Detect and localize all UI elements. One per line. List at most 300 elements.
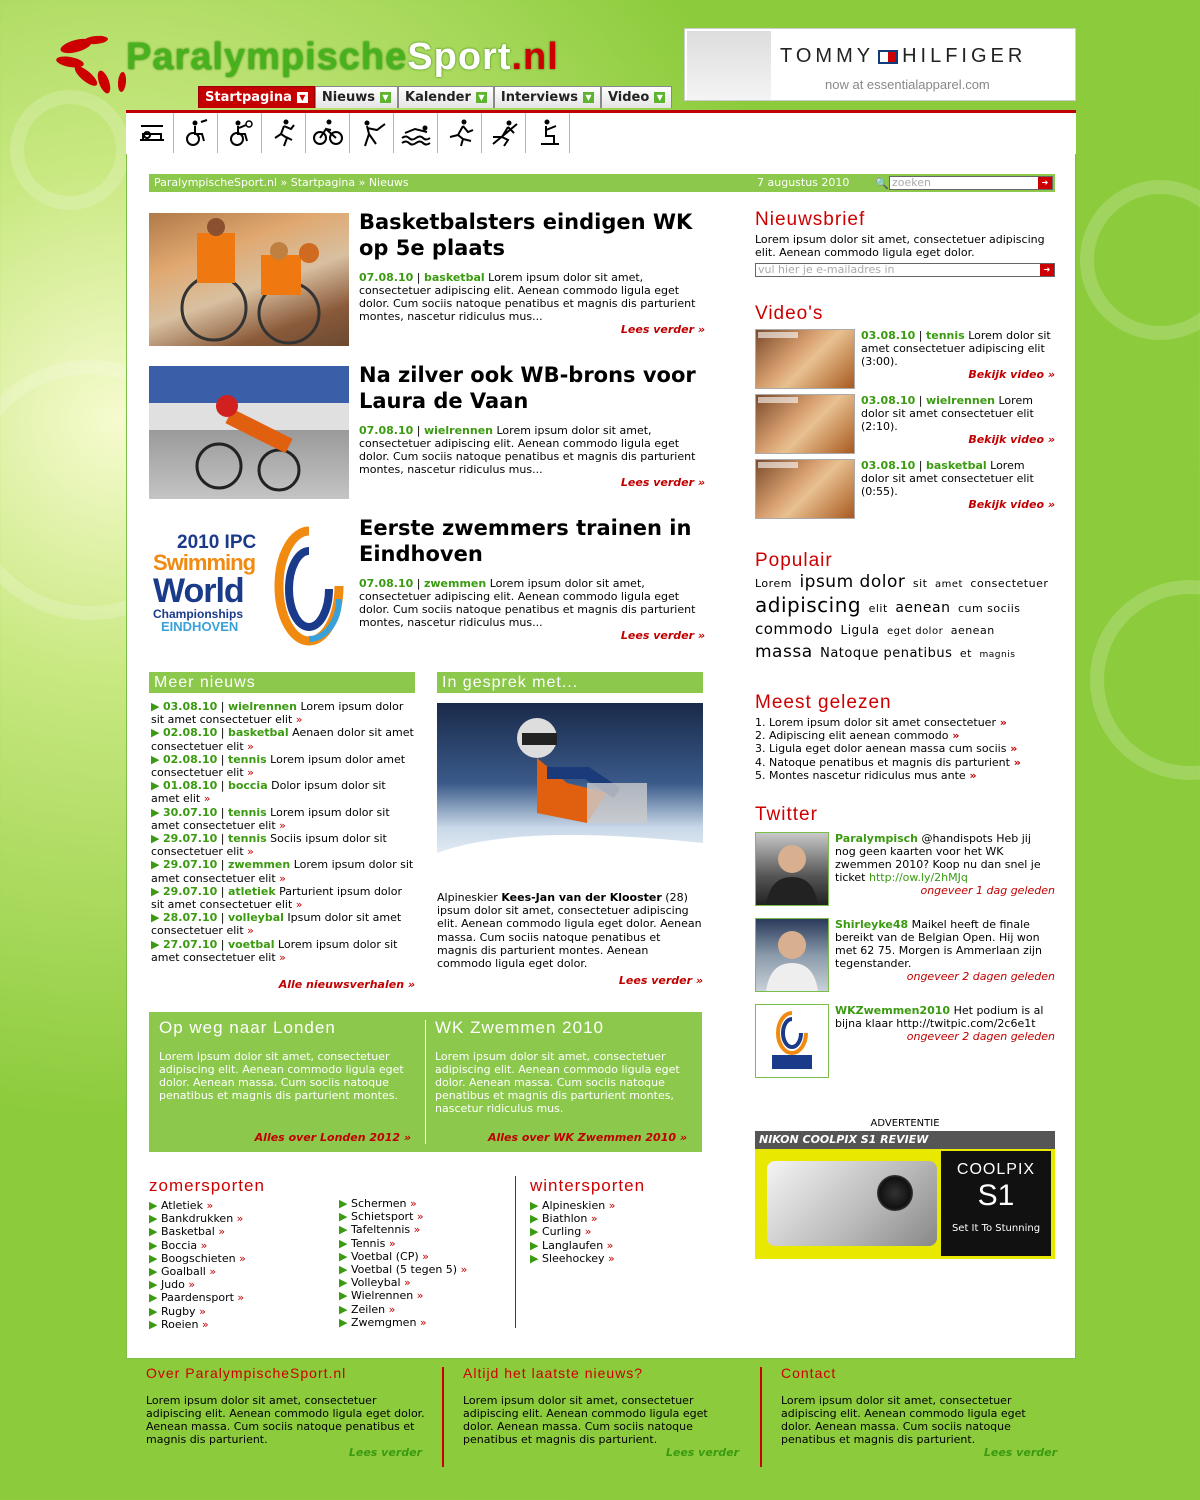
tweet-item bbox=[755, 918, 1055, 1004]
tweet-text: Paralympisch @handispots Heb jij nog geen kaarten voor het WK zwemmen 2010? Koop nu dan snel je ticket http://ow.ly/2hMJq ongeveer 1 dag geleden bbox=[835, 832, 1055, 898]
sport-list-item[interactable]: ▶ Wielrennen » bbox=[339, 1289, 424, 1303]
article-image-wielrennen[interactable] bbox=[149, 366, 349, 499]
arrow-down-icon: ▼ bbox=[297, 92, 308, 103]
sport-list-item[interactable]: ▶ Boccia » bbox=[149, 1238, 208, 1252]
newsletter-text: Lorem ipsum dolor sit amet, consectetuer adipiscing elit. Aenean commodo ligula eget dolor. bbox=[755, 233, 1045, 259]
tag-cloud bbox=[755, 572, 1055, 666]
sport-icon-bar bbox=[126, 110, 1076, 154]
footer-news bbox=[463, 1367, 739, 1459]
ad-brand: TOMMY HILFIGER bbox=[780, 45, 1027, 67]
chevron-right-icon: » bbox=[214, 1225, 226, 1239]
chevron-right-icon: » bbox=[1009, 755, 1021, 769]
play-icon bbox=[758, 462, 798, 468]
arrow-right-icon: ▶ bbox=[151, 884, 163, 898]
promo-title: Op weg naar Londen bbox=[159, 1018, 336, 1037]
interview-section bbox=[437, 672, 703, 987]
chevron-right-icon: » bbox=[195, 1304, 206, 1318]
current-date: 7 augustus 2010 bbox=[757, 176, 850, 189]
tag-link[interactable]: consectetuer bbox=[970, 577, 1049, 590]
sport-list-item[interactable]: ▶ Sleehockey » bbox=[530, 1251, 615, 1265]
chevron-right-icon: » bbox=[418, 1249, 429, 1263]
sport-list-item[interactable]: ▶ Tennis » bbox=[339, 1236, 396, 1250]
ad-product-panel bbox=[941, 1151, 1051, 1256]
article-sport-link[interactable]: wielrennen bbox=[423, 424, 493, 437]
read-more-link[interactable]: Lees verder » bbox=[618, 974, 703, 988]
promo-block bbox=[149, 1012, 702, 1152]
arrow-right-icon: ▶ bbox=[530, 1251, 542, 1265]
news-sport-link[interactable]: voetbal bbox=[227, 937, 275, 951]
chevron-right-icon: » bbox=[275, 818, 286, 832]
ad-title: NIKON COOLPIX S1 REVIEW bbox=[755, 1131, 1055, 1149]
breadcrumb-bar bbox=[149, 174, 1055, 192]
most-read-item[interactable]: 3. Ligula eget dolor aenean massa cum sociis » bbox=[755, 742, 1018, 756]
news-list bbox=[149, 700, 415, 964]
chevron-right-icon: » bbox=[233, 1212, 244, 1226]
video-thumbnail[interactable] bbox=[755, 329, 855, 389]
tag-link[interactable]: aenean bbox=[895, 600, 951, 616]
arrow-right-icon: ▶ bbox=[339, 1197, 351, 1210]
video-thumbnail[interactable] bbox=[755, 394, 855, 454]
promo-londen bbox=[149, 1012, 419, 1152]
news-sport-link[interactable]: volleybal bbox=[227, 911, 284, 925]
footer-title: Over ParalympischeSport.nl bbox=[146, 1365, 347, 1381]
video-item[interactable] bbox=[755, 329, 1055, 394]
chevron-right-icon: » bbox=[184, 1278, 196, 1292]
sport-list-item[interactable]: ▶ Alpineskien » bbox=[530, 1199, 616, 1212]
news-sport-link[interactable]: atletiek bbox=[227, 884, 276, 898]
sport-list-item[interactable]: ▶ Zeilen » bbox=[339, 1302, 396, 1316]
meer-nieuws-section bbox=[149, 672, 415, 991]
chevron-right-icon: » bbox=[243, 924, 254, 938]
tag-link[interactable]: aenean bbox=[950, 624, 995, 637]
arrow-right-icon: ▶ bbox=[339, 1302, 351, 1316]
video-thumbnail[interactable] bbox=[755, 459, 855, 519]
footer-read-more[interactable]: Lees verder bbox=[983, 1446, 1057, 1459]
newsletter-email-input[interactable]: vul hier je e-mailadres in ➜ bbox=[755, 263, 1055, 277]
sport-lists bbox=[149, 1176, 705, 1331]
arrow-right-icon: ▶ bbox=[151, 858, 163, 872]
interviewee-name[interactable]: Kees-Jan van der Klooster bbox=[501, 891, 662, 904]
roeien-icon[interactable] bbox=[482, 113, 526, 153]
arrow-right-icon: ▶ bbox=[530, 1238, 542, 1252]
tweet-item bbox=[755, 1004, 1055, 1090]
news-sport-link[interactable]: tennis bbox=[227, 752, 267, 766]
section-title: Nieuwsbrief bbox=[755, 209, 866, 230]
arrow-right-icon: ▶ bbox=[339, 1315, 351, 1329]
hardlopen-icon[interactable] bbox=[438, 113, 482, 153]
tweet-user-link[interactable]: WKZwemmen2010 bbox=[835, 1004, 951, 1018]
read-more-link[interactable]: Lees verder » bbox=[620, 476, 705, 489]
advert-label: ADVERTENTIE bbox=[870, 1118, 940, 1130]
list-title: zomersporten bbox=[149, 1176, 265, 1195]
tag-link[interactable]: adipiscing bbox=[755, 593, 862, 617]
sport-list-item[interactable]: ▶ Goalball » bbox=[149, 1265, 217, 1279]
article-title[interactable]: Eerste zwemmers trainen in Eindhoven bbox=[359, 516, 692, 566]
tag-link[interactable]: sit bbox=[912, 577, 928, 590]
logo-line: Championships bbox=[153, 607, 244, 621]
footer-title: Altijd het laatste nieuws? bbox=[463, 1365, 644, 1381]
news-list-item[interactable]: ▶ 01.08.10 | boccia Dolor ipsum dolor sit amet elit » bbox=[151, 779, 386, 806]
chevron-right-icon: » bbox=[292, 713, 303, 727]
tweet-list bbox=[755, 832, 1055, 1090]
sport-list-item[interactable]: ▶ Volleybal » bbox=[339, 1276, 411, 1290]
tag-link[interactable]: ipsum dolor bbox=[799, 572, 906, 592]
section-title: In gesprek met... bbox=[437, 672, 703, 693]
article-image-basketbal[interactable] bbox=[149, 213, 349, 346]
read-more-link[interactable]: Lees verder » bbox=[620, 323, 705, 336]
tag-link[interactable]: magnis bbox=[979, 650, 1016, 660]
most-read-list bbox=[755, 716, 1055, 782]
arrow-right-icon: ▶ bbox=[151, 911, 163, 925]
arrow-right-icon: ▶ bbox=[149, 1317, 161, 1331]
sport-list-item[interactable]: ▶ Curling » bbox=[530, 1225, 592, 1239]
tweet-link[interactable]: http://twitpic.com/2c6e1t bbox=[896, 1017, 1036, 1031]
arrow-down-icon: ▼ bbox=[380, 92, 391, 103]
arrow-right-icon: ▶ bbox=[149, 1251, 161, 1265]
tag-link[interactable]: Natoque penatibus bbox=[820, 646, 953, 661]
footer-read-more[interactable]: Lees verder bbox=[348, 1446, 422, 1459]
section-title: Twitter bbox=[755, 804, 818, 826]
chevron-right-icon: » bbox=[233, 1291, 245, 1305]
news-list-item[interactable]: ▶ 29.07.10 | tennis Sociis ipsum dolor sit consectetuer elit » bbox=[151, 832, 387, 859]
chevron-right-icon: » bbox=[235, 1251, 246, 1265]
sport-list-item[interactable]: ▶ Paardensport » bbox=[149, 1291, 245, 1305]
tag-link[interactable]: massa bbox=[755, 642, 813, 662]
tweet-text: Shirleyke48 Maikel heeft de finale bereikt van de Belgian Open. Hij won met 62 75. Morgen is Ammerlaan zijn tegenstander. ongeveer 2 dagen geleden bbox=[835, 918, 1055, 984]
sport-list-item[interactable]: ▶ Roeien » bbox=[149, 1317, 209, 1331]
chevron-right-icon: » bbox=[605, 1199, 616, 1212]
arrow-right-icon: ▶ bbox=[530, 1199, 542, 1212]
play-icon bbox=[758, 397, 798, 403]
list-title: wintersporten bbox=[530, 1176, 646, 1195]
video-sport-link[interactable]: wielrennen bbox=[925, 394, 995, 407]
sport-list-item[interactable]: ▶ Rugby » bbox=[149, 1304, 206, 1318]
footer-divider bbox=[760, 1367, 762, 1467]
chevron-right-icon: » bbox=[581, 1225, 592, 1239]
tweet-user-link[interactable]: Paralympisch bbox=[835, 832, 918, 846]
video-text: 03.08.10 | wielrennen Lorem dolor sit amet consectetuer elit (2:10). Bekijk video » bbox=[861, 394, 1055, 446]
tweet-link[interactable]: http://ow.ly/2hMJq bbox=[868, 871, 968, 885]
tag-link[interactable]: amet bbox=[934, 579, 963, 590]
chevron-right-icon: » bbox=[243, 766, 254, 780]
zwemmen-icon[interactable] bbox=[394, 113, 438, 153]
arrow-right-icon: ▶ bbox=[151, 726, 163, 740]
chevron-right-icon: » bbox=[197, 1238, 208, 1252]
article-item bbox=[149, 516, 705, 653]
chevron-right-icon: » bbox=[604, 1251, 615, 1265]
tweet-time: ongeveer 1 dag geleden bbox=[920, 884, 1055, 898]
zomersporten-list-2 bbox=[339, 1197, 467, 1329]
section-title: Video's bbox=[755, 303, 824, 324]
logo-burst-icon bbox=[56, 32, 136, 94]
video-text: 03.08.10 | tennis Lorem dolor sit amet consectetuer adipiscing elit (3:00). Bekijk video » bbox=[861, 329, 1055, 381]
arrow-down-icon: ▼ bbox=[654, 92, 665, 103]
news-sport-link[interactable]: wielrennen bbox=[227, 700, 297, 713]
article-sport-link[interactable]: zwemmen bbox=[423, 577, 487, 590]
watch-video-link[interactable]: Bekijk video » bbox=[968, 433, 1055, 446]
chevron-right-icon: » bbox=[410, 1223, 421, 1237]
promo-link-londen[interactable]: Alles over Londen 2012 » bbox=[254, 1131, 411, 1144]
arrow-right-icon: ▶ bbox=[151, 700, 163, 713]
logo-text: ParalympischeSport.nl bbox=[126, 36, 559, 78]
sport-list-item[interactable]: ▶ Voetbal (CP) » bbox=[339, 1249, 429, 1263]
section-title: Meest gelezen bbox=[755, 692, 892, 713]
footer-text: Lorem ipsum dolor sit amet, consectetuer adipiscing elit. Aenean commodo ligula eget dolor. Aenean massa. Cum sociis natoque penatibus et magnis dis parturient. bbox=[463, 1394, 708, 1446]
news-list-item[interactable]: ▶ 02.08.10 | basketbal Aenaen dolor sit amet consectetuer elit » bbox=[151, 726, 414, 753]
chevron-right-icon: » bbox=[965, 768, 977, 782]
news-list-item[interactable]: ▶ 03.08.10 | wielrennen Lorem ipsum dolor sit amet consectetuer elit » bbox=[151, 700, 404, 727]
arrow-right-icon: ▶ bbox=[149, 1304, 161, 1318]
interview-text: Alpineskier Kees-Jan van der Klooster (28) ipsum dolor sit amet, consectetuer adipiscing elit. Aenean commodo ligula eget dolor. Aenean massa. Cum sociis natoque penatibus et magnis dis parturient montes. Aenean commodo ligula eget dolor. bbox=[437, 891, 702, 971]
news-sport-link[interactable]: tennis bbox=[227, 805, 267, 819]
article-image-swimming-logo[interactable] bbox=[149, 519, 349, 652]
tweet-user-link[interactable]: Shirleyke48 bbox=[835, 918, 909, 932]
sport-list-item[interactable]: ▶ Bankdrukken » bbox=[149, 1212, 244, 1226]
tab-startpagina[interactable]: Startpagina ▼ bbox=[198, 86, 315, 108]
most-read-item[interactable]: 1. Lorem ipsum dolor sit amet consectetuer » bbox=[755, 716, 1007, 729]
arrow-right-icon: ▶ bbox=[530, 1225, 542, 1239]
sport-list-item[interactable]: ▶ Schietsport » bbox=[339, 1210, 424, 1224]
chevron-right-icon: » bbox=[413, 1210, 424, 1224]
sport-list-item[interactable]: ▶ Zwemgmen » bbox=[339, 1315, 427, 1329]
chevron-right-icon: » bbox=[205, 1265, 217, 1279]
news-list-item[interactable]: ▶ 02.08.10 | tennis Lorem ipsum dolor amet consectetuer elit » bbox=[151, 752, 406, 780]
footer-contact bbox=[781, 1367, 1057, 1459]
news-list-item[interactable]: ▶ 29.07.10 | zwemmen Lorem ipsum dolor sit amet consectetuer elit » bbox=[151, 858, 414, 885]
zomersporten-list bbox=[149, 1176, 265, 1331]
main-navigation bbox=[198, 86, 672, 110]
promo-text: Lorem ipsum dolor sit amet, consectetuer adipiscing elit. Aenean commodo ligula eget dolor. Aenean massa. Cum sociis natoque penatibus et magnis dis parturient montes. bbox=[159, 1050, 404, 1102]
chevron-right-icon: » bbox=[1006, 742, 1018, 756]
footer-title: Contact bbox=[781, 1365, 837, 1381]
ad-shirt-image bbox=[687, 31, 771, 100]
news-list-item[interactable]: ▶ 29.07.10 | atletiek Parturient ipsum dolor sit amet consectetuer elit » bbox=[151, 884, 402, 912]
promo-title: WK Zwemmen 2010 bbox=[435, 1018, 604, 1037]
video-text: 03.08.10 | basketbal Lorem dolor sit amet consectetuer elit (0:55). Bekijk video » bbox=[861, 459, 1055, 511]
chevron-right-icon: » bbox=[413, 1289, 424, 1303]
arrow-right-icon: ▶ bbox=[149, 1199, 161, 1212]
video-item[interactable] bbox=[755, 459, 1055, 524]
article-body: 07.08.10 | wielrennen Lorem ipsum dolor sit amet, consectetuer adipiscing elit. Aenean commodo ligula eget dolor. Cum sociis natoque penatibus et magnis dis parturient montes, nascetur ridiculus mus... Lees verder » bbox=[359, 424, 705, 489]
chevron-right-icon: » bbox=[200, 792, 211, 806]
search-icon: 🔍 bbox=[875, 177, 889, 190]
tag-link[interactable]: cum sociis bbox=[957, 602, 1021, 615]
background-circle bbox=[1080, 180, 1200, 340]
most-read-item[interactable]: 4. Natoque penatibus et magnis dis parturient » bbox=[755, 755, 1021, 769]
arrow-right-icon: ▶ bbox=[339, 1249, 351, 1263]
video-sport-link[interactable]: tennis bbox=[925, 329, 965, 342]
nikon-ad[interactable] bbox=[755, 1131, 1055, 1259]
tag-link[interactable]: commodo bbox=[755, 620, 834, 638]
chevron-right-icon: » bbox=[948, 729, 960, 743]
schermen-icon[interactable] bbox=[350, 113, 394, 153]
news-sport-link[interactable]: zwemmen bbox=[227, 858, 291, 872]
sport-list-item[interactable]: ▶ Judo » bbox=[149, 1278, 196, 1292]
section-title: Populair bbox=[755, 550, 833, 571]
most-read-item[interactable]: 2. Adipiscing elit aenean commodo » bbox=[755, 729, 960, 743]
swim-logo-icon bbox=[269, 521, 349, 651]
chevron-right-icon: » bbox=[292, 898, 303, 912]
chevron-right-icon: » bbox=[457, 1263, 468, 1277]
tag-link[interactable]: et bbox=[959, 647, 972, 660]
footer-about bbox=[146, 1367, 426, 1459]
avatar[interactable] bbox=[755, 918, 829, 992]
chevron-right-icon: » bbox=[416, 1315, 427, 1329]
chevron-right-icon: » bbox=[603, 1238, 614, 1252]
tommy-hilfiger-ad[interactable] bbox=[684, 28, 1076, 101]
flag-icon bbox=[878, 50, 898, 64]
chevron-right-icon: » bbox=[400, 1276, 411, 1290]
logo-line: 2010 IPC bbox=[177, 532, 257, 553]
interview-image[interactable] bbox=[437, 703, 703, 881]
news-list-item[interactable]: ▶ 28.07.10 | volleybal Ipsum dolor sit amet consectetuer elit » bbox=[151, 911, 402, 938]
article-item bbox=[149, 363, 705, 500]
ad-model: S1 bbox=[977, 1179, 1015, 1213]
ad-tagline: now at essentialapparel.com bbox=[825, 77, 990, 92]
arrow-down-icon: ▼ bbox=[583, 92, 594, 103]
arrow-right-icon: ▶ bbox=[149, 1278, 161, 1292]
arrow-right-icon: ▶ bbox=[339, 1276, 351, 1290]
search-submit-button[interactable]: ➜ bbox=[1038, 177, 1052, 189]
sport-list-item[interactable]: ▶ Schermen » bbox=[339, 1197, 417, 1210]
footer-read-more[interactable]: Lees verder bbox=[665, 1446, 739, 1459]
avatar[interactable] bbox=[755, 1004, 829, 1078]
news-sport-link[interactable]: boccia bbox=[227, 779, 268, 793]
sport-list-item[interactable]: ▶ Voetbal (5 tegen 5) » bbox=[339, 1263, 468, 1277]
sport-list-item[interactable]: ▶ Boogschieten » bbox=[149, 1251, 246, 1265]
wintersporten-list bbox=[530, 1176, 645, 1265]
arrow-right-icon: ▶ bbox=[149, 1212, 161, 1226]
arrow-right-icon: ▶ bbox=[151, 937, 163, 951]
arrow-right-icon: ▶ bbox=[149, 1225, 161, 1239]
tag-link[interactable]: Lorem bbox=[755, 577, 792, 590]
newsletter-submit-button[interactable]: ➜ bbox=[1040, 264, 1054, 276]
most-read-item[interactable]: 5. Montes nascetur ridiculus mus ante » bbox=[755, 768, 977, 782]
tag-link[interactable]: eget dolor bbox=[886, 626, 944, 637]
arrow-right-icon: ▶ bbox=[339, 1236, 351, 1250]
main-content bbox=[126, 154, 1076, 1359]
rolstoelbasketbal-icon[interactable] bbox=[218, 113, 262, 153]
chevron-right-icon: » bbox=[198, 1317, 209, 1331]
search-input[interactable]: zoeken ➜ bbox=[889, 176, 1053, 190]
divider bbox=[515, 1176, 516, 1328]
camera-image bbox=[767, 1161, 937, 1246]
section-title: Meer nieuws bbox=[149, 672, 415, 693]
watch-video-link[interactable]: Bekijk video » bbox=[968, 498, 1055, 511]
arrow-right-icon: ▶ bbox=[339, 1210, 351, 1224]
tag-link[interactable]: elit bbox=[868, 602, 888, 615]
right-sidebar bbox=[755, 209, 1055, 1259]
chevron-right-icon: » bbox=[275, 871, 286, 885]
ad-slogan: Set It To Stunning bbox=[951, 1223, 1041, 1235]
tab-kalender[interactable]: Kalender ▼ bbox=[398, 86, 494, 108]
arrow-down-icon: ▼ bbox=[476, 92, 487, 103]
footer-text: Lorem ipsum dolor sit amet, consectetuer adipiscing elit. Aenean commodo ligula eget dolor. Aenean massa. Cum sociis natoque penatibus et magnis dis parturient. bbox=[146, 1394, 425, 1446]
arrow-right-icon: ▶ bbox=[151, 805, 163, 819]
arrow-right-icon: ▶ bbox=[151, 752, 163, 766]
sport-list-item[interactable]: ▶ Tafeltennis » bbox=[339, 1223, 421, 1237]
background-circle bbox=[1090, 580, 1200, 780]
all-news-link[interactable]: Alle nieuwsverhalen » bbox=[278, 978, 415, 992]
tab-video[interactable]: Video ▼ bbox=[601, 86, 672, 108]
video-list bbox=[755, 329, 1055, 524]
article-body: 07.08.10 | zwemmen Lorem ipsum dolor sit amet, consectetuer adipiscing elit. Aenean commodo ligula eget dolor. Cum sociis natoque penatibus et magnis dis parturient montes, nascetur ridiculus mus... Lees verder » bbox=[359, 577, 705, 642]
site-logo[interactable] bbox=[56, 28, 676, 90]
tag-link[interactable]: Ligula bbox=[840, 623, 880, 637]
tab-nieuws[interactable]: Nieuws ▼ bbox=[315, 86, 398, 108]
tweet-handle[interactable]: @handispots bbox=[921, 832, 993, 846]
chevron-right-icon: » bbox=[202, 1199, 214, 1212]
read-more-link[interactable]: Lees verder » bbox=[620, 629, 705, 642]
tweet-time: ongeveer 2 dagen geleden bbox=[906, 1030, 1055, 1044]
chevron-right-icon: » bbox=[587, 1212, 598, 1226]
tweet-text: WKZwemmen2010 Het podium is al bijna klaar http://twitpic.com/2c6e1t ongeveer 2 dagen geleden bbox=[835, 1004, 1055, 1044]
article-title[interactable]: Na zilver ook WB-brons voor Laura de Vaan bbox=[359, 363, 696, 413]
news-sport-link[interactable]: basketbal bbox=[227, 726, 289, 740]
watch-video-link[interactable]: Bekijk video » bbox=[968, 368, 1055, 381]
breadcrumb[interactable]: ParalympischeSport.nl » Startpagina » Nieuws bbox=[154, 176, 409, 189]
ad-product: COOLPIX bbox=[956, 1161, 1036, 1179]
sport-list-item[interactable]: ▶ Basketbal » bbox=[149, 1225, 226, 1239]
logo-line: EINDHOVEN bbox=[161, 619, 239, 634]
sport-list-item[interactable]: ▶ Biathlon » bbox=[530, 1212, 598, 1226]
promo-link-wk-zwemmen[interactable]: Alles over WK Zwemmen 2010 » bbox=[487, 1131, 687, 1144]
news-sport-link[interactable]: tennis bbox=[227, 832, 267, 846]
sport-list-item[interactable]: ▶ Langlaufen » bbox=[530, 1238, 614, 1252]
arrow-right-icon: ▶ bbox=[149, 1291, 161, 1305]
tweet-time: ongeveer 2 dagen geleden bbox=[906, 970, 1055, 984]
bankdrukken-icon[interactable] bbox=[130, 113, 174, 153]
article-sport-link[interactable]: basketbal bbox=[423, 271, 485, 284]
tab-interviews[interactable]: Interviews ▼ bbox=[494, 86, 601, 108]
chevron-right-icon: » bbox=[406, 1197, 417, 1210]
rolstoeltennis-icon[interactable] bbox=[174, 113, 218, 153]
video-item[interactable] bbox=[755, 394, 1055, 459]
play-icon bbox=[758, 332, 798, 338]
logo-line: Swimming bbox=[153, 550, 256, 575]
background-circle bbox=[10, 90, 130, 210]
article-title[interactable]: Basketbalsters eindigen WK op 5e plaats bbox=[359, 210, 693, 260]
arrow-right-icon: ▶ bbox=[149, 1265, 161, 1279]
footer-text: Lorem ipsum dolor sit amet, consectetuer adipiscing elit. Aenean commodo ligula eget dolor. Aenean massa. Cum sociis natoque penatibus et magnis dis parturient. bbox=[781, 1394, 1026, 1446]
promo-text: Lorem ipsum dolor sit amet, consectetuer adipiscing elit. Aenean commodo ligula eget dolor. Aenean massa. Cum sociis natoque penatibus et magnis dis parturient montes, nascetur ridiculus mus. bbox=[435, 1050, 680, 1115]
arrow-right-icon: ▶ bbox=[339, 1223, 351, 1237]
chevron-right-icon: » bbox=[243, 845, 254, 859]
chevron-right-icon: » bbox=[385, 1302, 396, 1316]
news-list-item[interactable]: ▶ 30.07.10 | tennis Lorem ipsum dolor sit amet consectetuer elit » bbox=[151, 805, 390, 832]
footer-divider bbox=[442, 1367, 444, 1467]
wielrennen-icon[interactable] bbox=[306, 113, 350, 153]
chevron-right-icon: » bbox=[275, 950, 286, 964]
arrow-right-icon: ▶ bbox=[151, 832, 163, 846]
logo-line: World bbox=[153, 572, 244, 610]
arrow-right-icon: ▶ bbox=[530, 1212, 542, 1226]
arrow-right-icon: ▶ bbox=[339, 1263, 351, 1277]
arrow-right-icon: ▶ bbox=[149, 1238, 161, 1252]
atletiek-icon[interactable] bbox=[262, 113, 306, 153]
article-body: 07.08.10 | basketbal Lorem ipsum dolor sit amet, consectetuer adipiscing elit. Aenean commodo ligula eget dolor. Cum sociis natoque penatibus et magnis dis parturient montes, nascetur ridiculus mus... Lees verder » bbox=[359, 271, 705, 336]
news-list-item[interactable]: ▶ 27.07.10 | voetbal Lorem ipsum dolor sit amet consectetuer elit » bbox=[151, 937, 398, 964]
arrow-right-icon: ▶ bbox=[339, 1289, 351, 1303]
sport-list-item[interactable]: ▶ Atletiek » bbox=[149, 1199, 214, 1212]
promo-wk-zwemmen bbox=[425, 1012, 695, 1152]
video-sport-link[interactable]: basketbal bbox=[925, 459, 987, 472]
boccia-icon[interactable] bbox=[526, 113, 570, 153]
avatar[interactable] bbox=[755, 832, 829, 906]
tweet-item bbox=[755, 832, 1055, 918]
article-item bbox=[149, 210, 705, 347]
arrow-right-icon: ▶ bbox=[151, 779, 163, 793]
